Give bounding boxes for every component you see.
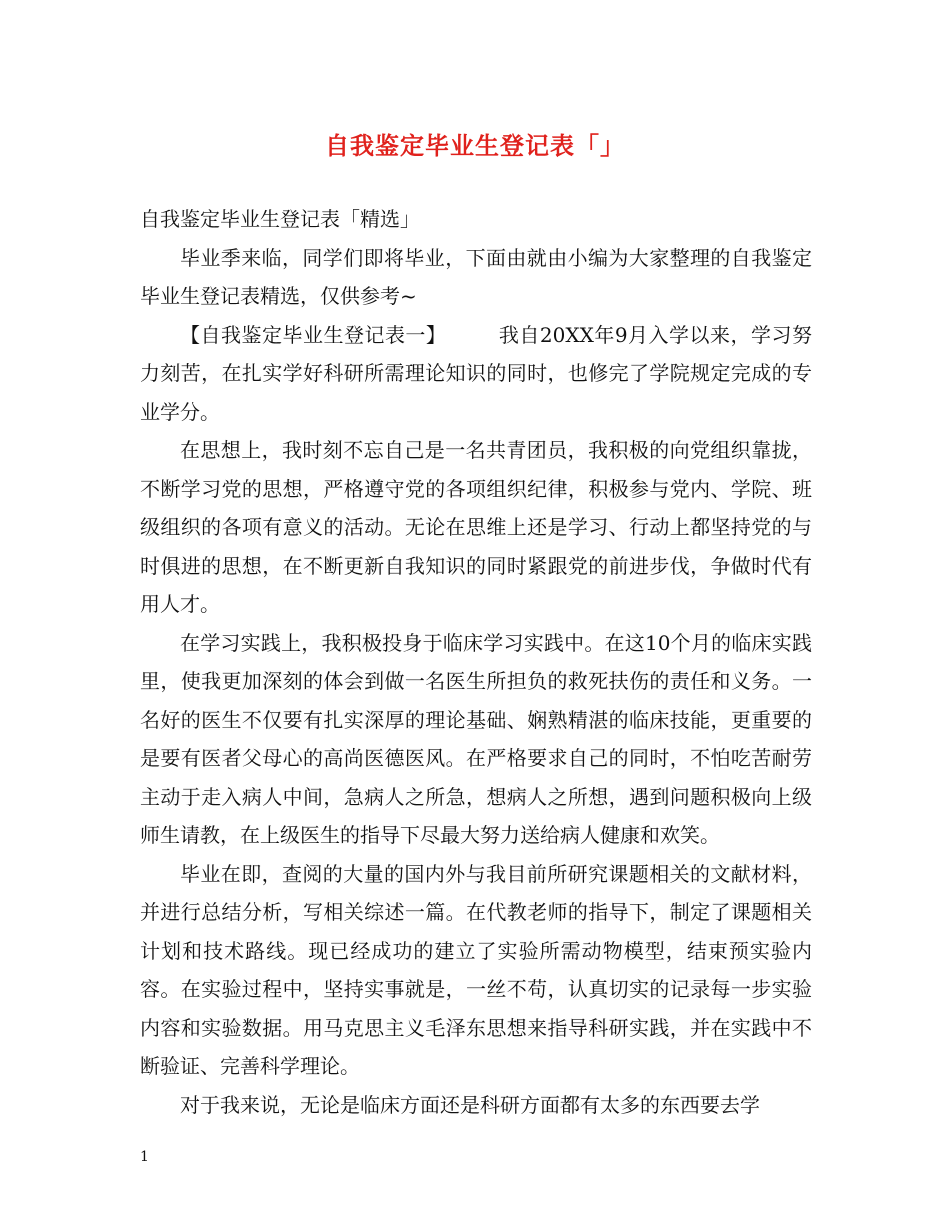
body-paragraph: 在学习实践上，我积极投身于临床学习实践中。在这10个月的临床实践里，使我更加深刻的体会到做一名医生所担负的救死扶伤的责任和义务。一名好的医生不仅要有扎实深厚的理论基础、娴熟精湛的临床技能，更重要的是要有医者父母心的高尚医德医风。在严格要求自己的同时，不怕吃苦耐劳主动于走入病人中间，急病人之所急，想病人之所想，遇到问题积极向上级师生请教，在上级医生的指导下尽最大努力送给病人健康和欢笑。 [140,630,812,847]
body-paragraph: 在思想上，我时刻不忘自己是一名共青团员，我积极的向党组织靠拢，不断学习党的思想，严格遵守党的各项组织纪律，积极参与党内、学院、班级组织的各项有意义的活动。无论在思维上还是学习、行动上都坚持党的与时俱进的思想，在不断更新自我知识的同时紧跟党的前进步伐，争做时代有用人才。 [140,438,812,616]
document-title: 自我鉴定毕业生登记表「」 [325,131,625,160]
body-paragraph: 毕业在即，查阅的大量的国内外与我目前所研究课题相关的文献材料，并进行总结分析，写相关综述一篇。在代教老师的指导下，制定了课题相关计划和技术路线。现已经成功的建立了实验所需动物模型，结束预实验内容。在实验过程中，坚持实事就是，一丝不苟，认真切实的记录每一步实验内容和实验数据。用马克思主义毛泽东思想来指导科研实践，并在实践中不断验证、完善科学理论。 [140,861,812,1078]
intro-paragraph: 毕业季来临，同学们即将毕业，下面由就由小编为大家整理的自我鉴定毕业生登记表精选，仅供参考~ [140,245,812,308]
section-heading: 【自我鉴定毕业生登记表一】 [180,322,447,347]
section-paragraph [140,316,812,432]
body-paragraph: 对于我来说，无论是临床方面还是科研方面都有太多的东西要去学 [180,1092,760,1117]
page-number: 1 [140,1149,149,1165]
document-subtitle: 自我鉴定毕业生登记表「精选」 [140,207,420,231]
document-body [140,200,812,1124]
section-first-text: 我自20XX年9月入学以来，学习努力刻苦，在扎实学好科研所需理论知识的同时，也修完了学院规定完成的专业学分。 [140,322,813,424]
